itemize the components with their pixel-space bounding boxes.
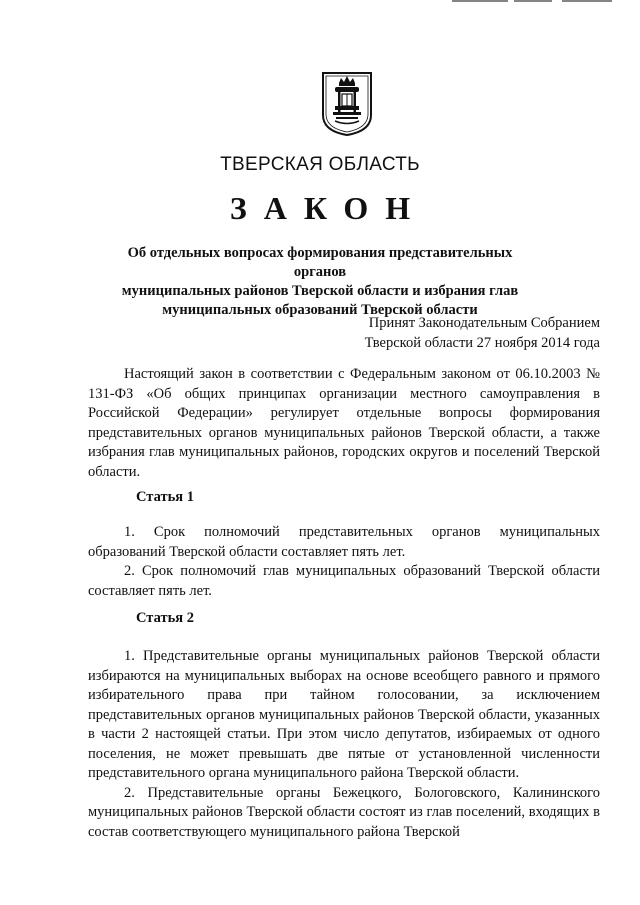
article-heading: Статья 1 [136, 489, 194, 505]
article-paragraph: 1. Срок полномочий представительных органов муниципальных образований Тверской области составляет пять лет. [88, 524, 600, 560]
coat-of-arms-icon [321, 69, 373, 137]
region-title: ТВЕРСКАЯ ОБЛАСТЬ [220, 154, 420, 175]
adoption-line: Тверской области 27 ноября 2014 года [364, 334, 600, 351]
document-type-heading: ЗАКОН [229, 190, 428, 226]
article-1-body [88, 523, 600, 601]
adoption-line: Принят Законодательным Собранием [368, 315, 600, 331]
law-title-line: Об отдельных вопросах формирования представительных органов [127, 245, 513, 280]
article-paragraph: 1. Представительные органы муниципальных районов Тверской области избираются на муниципальных выборах на основе всеобщего равного и прямого избирательного права при тайном голосовании, за исключением представительных органов муниципальных районов Тверской области, указанных в части 2 настоящей статьи. При этом число депутатов, избираемых от одного поселения, не может превышать две пятые от установленной численности представительного органа муниципального района Тверской области. [88, 648, 600, 781]
law-title-line: муниципальных районов Тверской области и избрания глав [121, 283, 519, 299]
preamble [88, 365, 600, 482]
top-edge-marks [452, 0, 612, 2]
article-heading: Статья 2 [136, 610, 194, 626]
law-title [100, 244, 540, 320]
adoption-note [365, 314, 600, 353]
law-title-line: муниципальных образований Тверской области [162, 302, 478, 318]
article-paragraph: 2. Представительные органы Бежецкого, Бологовского, Калининского муниципальных районов Тверской области состоят из глав поселений, входящих в состав соответствующего муниципального района Тверской [88, 784, 600, 840]
preamble-paragraph: Настоящий закон в соответствии с Федеральным законом от 06.10.2003 № 131-ФЗ «Об общих принципах организации местного самоуправления в Российской Федерации» регулирует отдельные вопросы формирования представительных органов муниципальных районов Тверской области, а также избрания глав муниципальных районов, городских округов и поселений Тверской области. [88, 366, 600, 480]
article-paragraph: 2. Срок полномочий глав муниципальных образований Тверской области составляет пять лет. [88, 563, 600, 599]
article-2-body [88, 647, 600, 842]
